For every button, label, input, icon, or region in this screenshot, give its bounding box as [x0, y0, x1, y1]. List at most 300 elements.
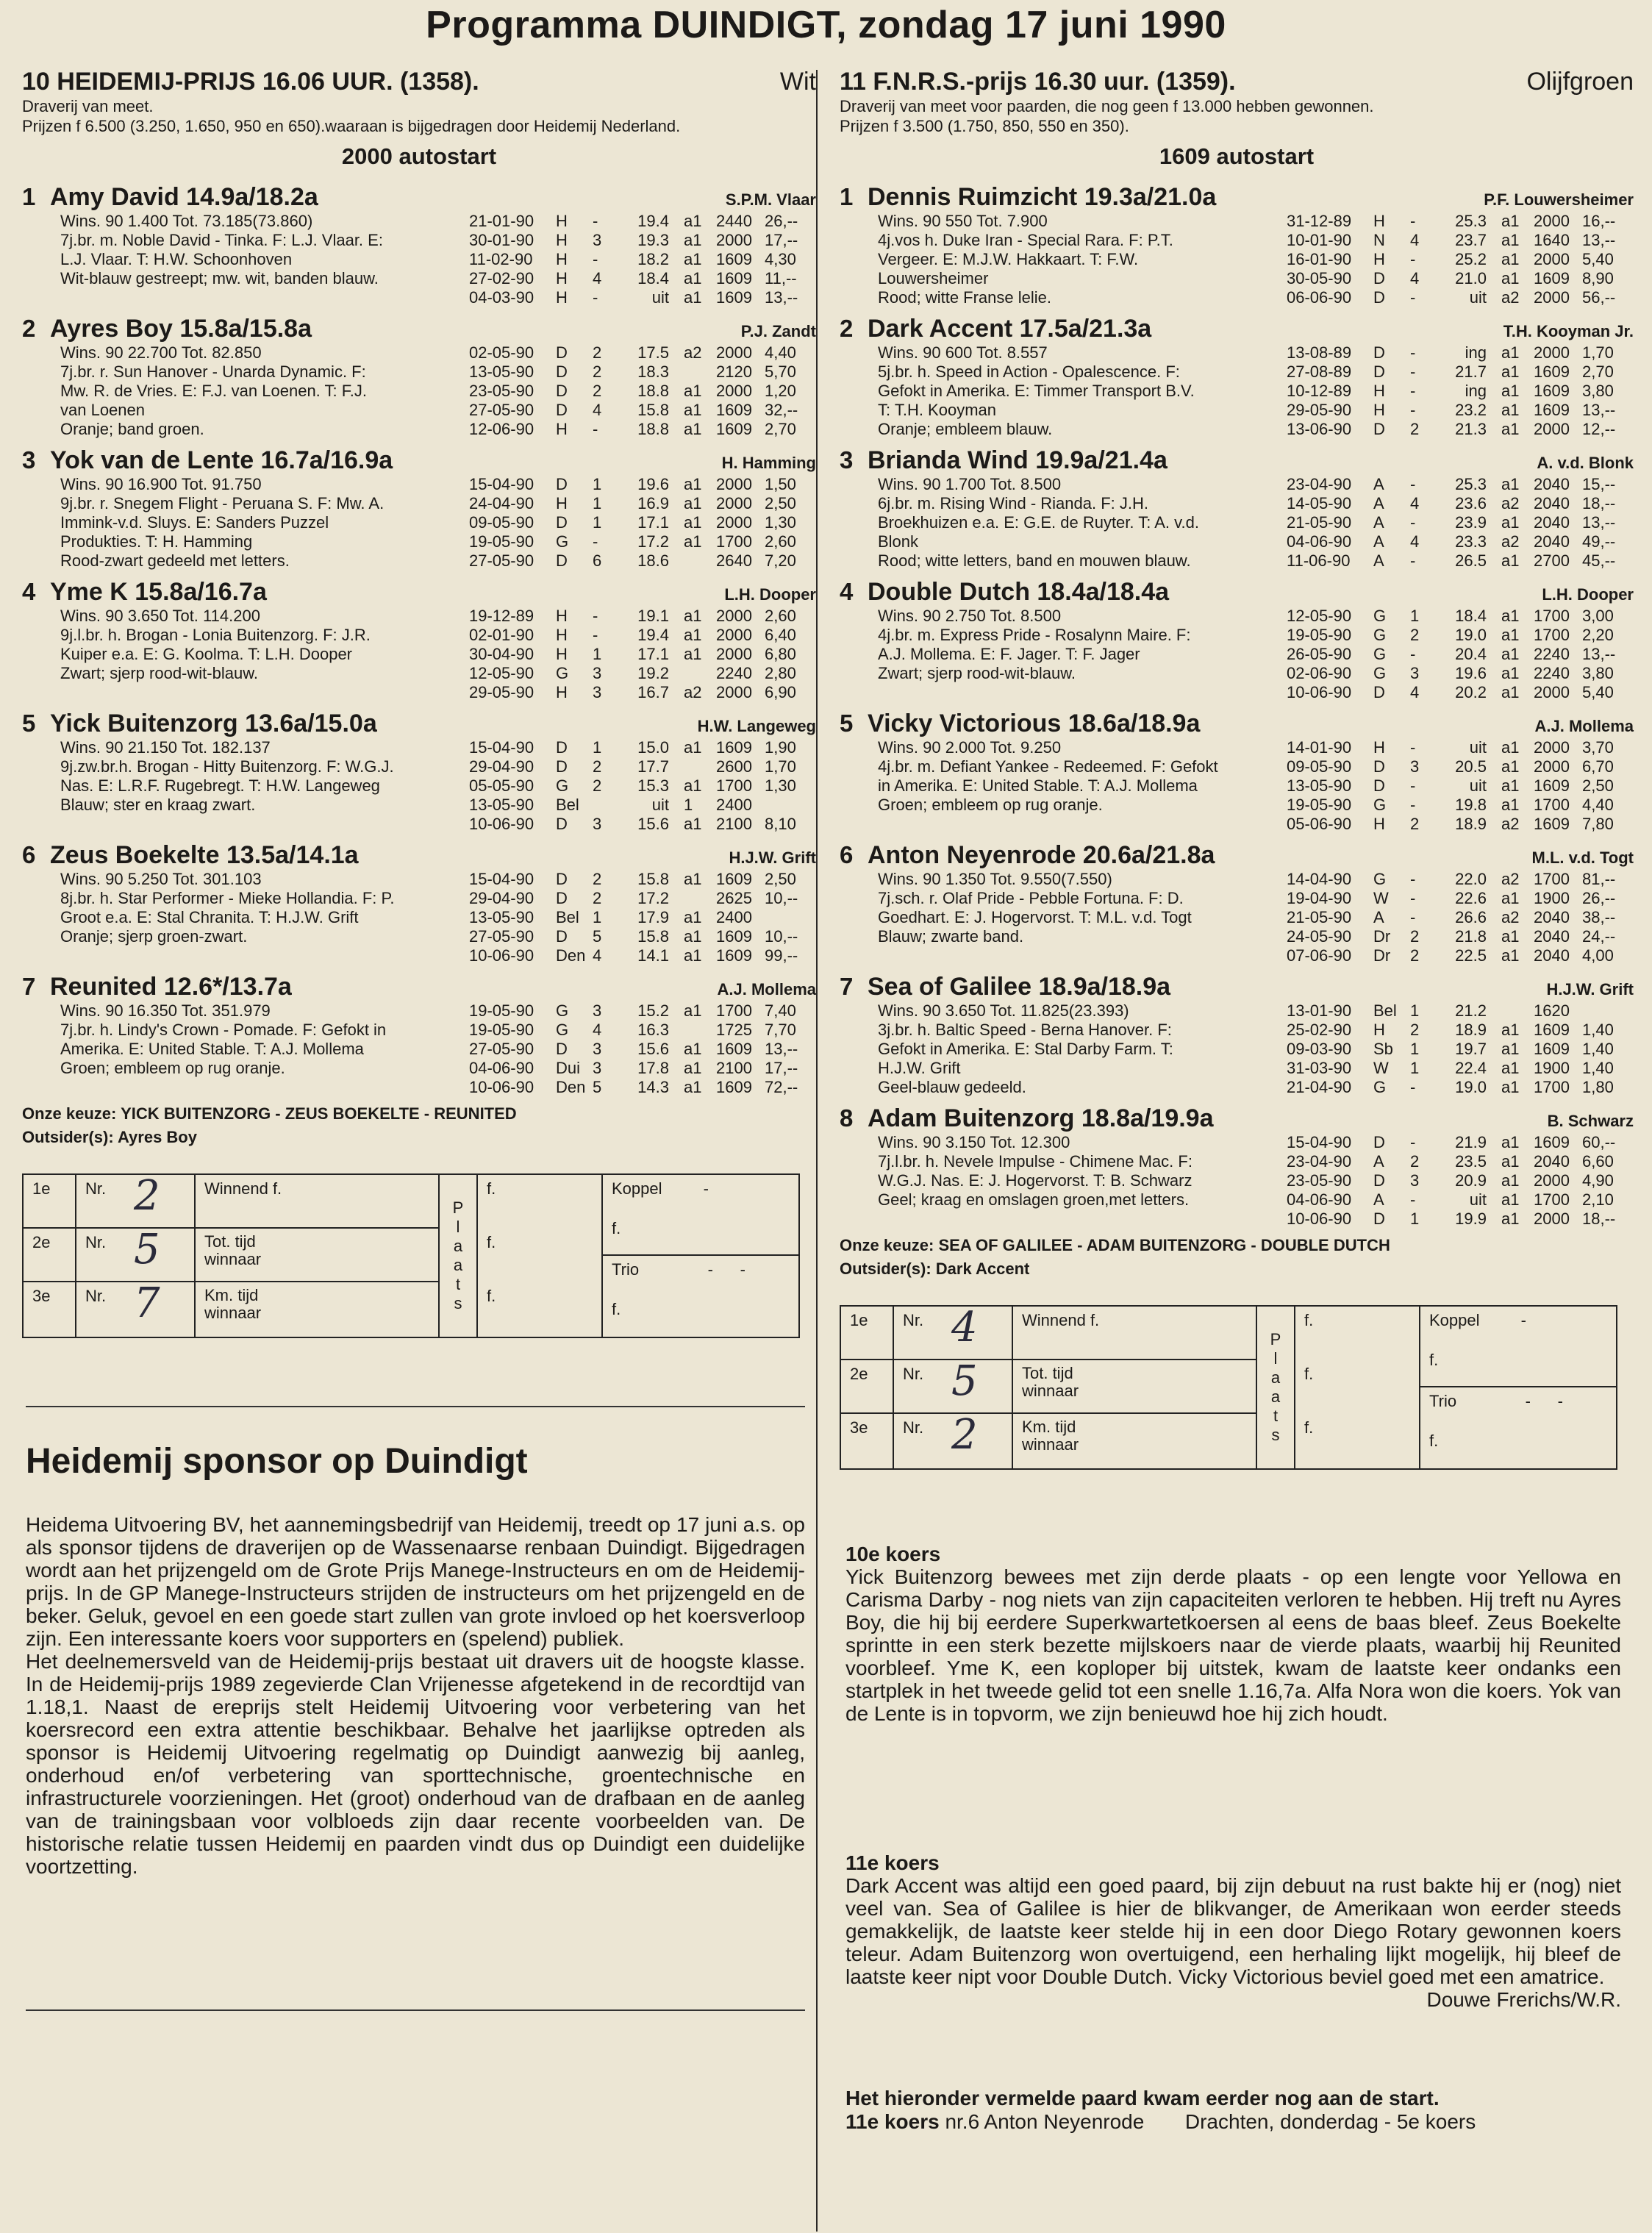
result-time: 18.8 — [637, 420, 669, 438]
footer-horse: nr.6 Anton Neyenrode — [945, 2110, 1145, 2133]
winnend-cell — [196, 1175, 438, 1229]
horse-results — [469, 475, 816, 571]
horse-body — [22, 475, 816, 571]
horse-info-line: Gefokt in Amerika. E: Timmer Transport B.V. — [878, 382, 1195, 400]
result-distance: 1620 — [1534, 1001, 1570, 1020]
horse-number: 3 — [840, 446, 854, 474]
result-track: A — [1373, 532, 1384, 551]
result-odds: 2,60 — [765, 607, 796, 625]
result-distance: 2040 — [1534, 513, 1570, 532]
place-label: 3e — [32, 1287, 51, 1305]
horse-info-line: A.J. Mollema. E: F. Jager. T: F. Jager — [878, 645, 1140, 663]
result-place: 4 — [593, 946, 602, 965]
horse-header — [22, 710, 816, 738]
result-track: D — [556, 382, 568, 400]
km-tijd-cell — [196, 1282, 438, 1336]
result-row — [469, 1078, 816, 1097]
result-place: 1 — [593, 494, 602, 512]
horse-trainer: B. Schwarz — [1547, 1112, 1634, 1130]
result-odds: 4,40 — [1582, 796, 1614, 814]
horse-number: 4 — [840, 578, 854, 605]
result-date: 25-02-90 — [1287, 1021, 1352, 1039]
horse-info-line: W.G.J. Nas. E: J. Hogervorst. T: B. Schwarz — [878, 1171, 1192, 1190]
result-distance: 2000 — [716, 382, 752, 400]
horse-trainer: A. v.d. Blonk — [1537, 454, 1634, 472]
result-row — [469, 420, 816, 439]
result-start: a1 — [684, 212, 702, 230]
result-date: 13-05-90 — [469, 362, 534, 381]
plaats-f: f. — [1304, 1418, 1314, 1437]
result-date: 29-04-90 — [469, 889, 534, 907]
result-row — [469, 889, 816, 908]
result-odds: 26,-- — [1582, 889, 1616, 907]
result-distance: 1700 — [1534, 607, 1570, 625]
result-time: 22.6 — [1455, 889, 1487, 907]
result-time: 19.6 — [637, 475, 669, 493]
result-time: 23.9 — [1455, 513, 1487, 532]
horse-header — [840, 973, 1634, 1001]
result-time: 19.7 — [1455, 1040, 1487, 1058]
horse-info — [22, 212, 469, 307]
horse-info-line: Mw. R. de Vries. E: F.J. van Loenen. T: F.J. — [60, 382, 367, 400]
result-odds: 2,70 — [1582, 362, 1614, 381]
result-date: 24-04-90 — [469, 494, 534, 512]
plaats-f: f. — [487, 1179, 496, 1198]
article-title: Heidemij sponsor op Duindigt — [26, 1442, 528, 1481]
result-distance: 1609 — [1534, 1040, 1570, 1058]
result-date: 05-06-90 — [1287, 815, 1352, 833]
result-place: - — [1410, 1133, 1416, 1151]
result-place: 1 — [593, 475, 602, 493]
result-row — [1287, 683, 1634, 702]
result-place: 2 — [1410, 946, 1420, 965]
result-start: a2 — [1501, 870, 1520, 888]
result-start: a1 — [684, 420, 702, 438]
result-distance: 2240 — [1534, 645, 1570, 663]
result-distance: 2625 — [716, 889, 752, 907]
race-distance: 2000 autostart — [341, 143, 497, 169]
result-track: Den — [556, 946, 586, 965]
result-time: 23.6 — [1455, 494, 1487, 512]
result-distance: 2000 — [1534, 757, 1570, 776]
result-date: 10-06-90 — [469, 1078, 534, 1096]
result-row — [469, 475, 816, 494]
result-distance: 2000 — [716, 645, 752, 663]
result-place: 2 — [1410, 626, 1420, 644]
horse-name: Reunited 12.6*/13.7a — [50, 973, 292, 1001]
result-row — [1287, 250, 1634, 269]
result-time: 19.4 — [637, 212, 669, 230]
result-track: H — [556, 288, 568, 307]
result-date: 04-03-90 — [469, 288, 534, 307]
result-odds: 3,00 — [1582, 607, 1614, 625]
result-start: a2 — [1501, 908, 1520, 926]
result-track: W — [1373, 1059, 1389, 1077]
result-odds: 16,-- — [1582, 212, 1616, 230]
result-start: a1 — [1501, 1133, 1520, 1151]
horse-info-line: 9j.l.br. h. Brogan - Lonia Buitenzorg. F: J.R. — [60, 626, 371, 644]
article-paragraph: Het deelnemersveld van de Heidemij-prijs bestaat uit dravers uit de hoogste klasse. In de Heidemij-prijs 1989 zegevierde Clan Vrijenesse afgetekend in de recordtijd van 1.18,1. Naast de ereprijs stelt Heidemij Uitvoering voor verbetering van het koersrecord een extra attentie beschikbaar. Behalve het jaarlijkse optreden als sponsor is Heidemij Uitvoering regelmatig op Duindigt aanwezig bij aanleg, onderhoud en/of verbetering van sporttechnische, groentechnische en infrastructurele voorzieningen. Het (groot) onderhoud van de drafbaan en de aanleg van de trainingsbaan voor volbloeds zijn daar recente voorbeelden van. De historische relatie tussen Heidemij en paarden vindt dus op Duindigt een duidelijke voortzetting. — [26, 1650, 805, 1878]
horse-info-line: Blonk — [878, 532, 919, 551]
horse-trainer: L.H. Dooper — [1542, 585, 1634, 604]
plaats-letter: a — [1270, 1387, 1281, 1406]
result-row — [1287, 815, 1634, 834]
horse-info — [840, 212, 1287, 307]
result-place: 2 — [593, 757, 602, 776]
result-date: 05-05-90 — [469, 776, 534, 795]
plaats-f: f. — [487, 1233, 496, 1251]
result-time: 17.2 — [637, 889, 669, 907]
result-place: 4 — [1410, 494, 1420, 512]
plaats-letter: a — [1270, 1368, 1281, 1387]
result-time: uit — [651, 796, 669, 814]
horse-entry — [22, 315, 816, 439]
horse-info-line: Wins. 90 550 Tot. 7.900 — [878, 212, 1048, 230]
result-track: D — [556, 870, 568, 888]
horse-header — [22, 841, 816, 870]
result-odds: 8,10 — [765, 815, 796, 833]
result-place: - — [1410, 738, 1416, 757]
result-odds: 6,40 — [765, 626, 796, 644]
result-row — [469, 551, 816, 571]
horse-entry — [840, 1104, 1634, 1229]
result-row — [469, 607, 816, 626]
result-distance: 2120 — [716, 362, 752, 381]
result-distance: 2100 — [716, 1059, 752, 1077]
result-odds — [1582, 1001, 1634, 1021]
result-distance: 2040 — [1534, 532, 1570, 551]
result-time: 17.1 — [637, 513, 669, 532]
horse-header — [22, 446, 816, 475]
horse-info-line: Immink-v.d. Sluys. E: Sanders Puzzel — [60, 513, 329, 532]
result-place: - — [1410, 401, 1416, 419]
result-time: 21.9 — [1455, 1133, 1487, 1151]
result-time: 22.5 — [1455, 946, 1487, 965]
plaats-letter: l — [1273, 1349, 1278, 1368]
result-time: 17.7 — [637, 757, 669, 776]
result-row — [469, 815, 816, 834]
race-11-column — [840, 68, 1634, 1470]
result-date: 19-05-90 — [1287, 796, 1352, 814]
horse-info-line: Wins. 90 3.150 Tot. 12.300 — [878, 1133, 1070, 1151]
result-track: H — [556, 494, 568, 512]
plaats-f: f. — [1304, 1365, 1314, 1383]
result-start: a2 — [684, 683, 702, 701]
result-place: 3 — [593, 683, 602, 701]
trio-row — [612, 1260, 790, 1279]
result-track: H — [556, 231, 568, 249]
result-odds: 1,80 — [1582, 1078, 1614, 1096]
result-odds: 17,-- — [765, 1059, 798, 1077]
plaats-letter: l — [456, 1218, 460, 1236]
horse-info-line: Wins. 90 16.900 Tot. 91.750 — [60, 475, 262, 493]
result-track: D — [556, 738, 568, 757]
result-track: A — [1373, 475, 1384, 493]
race-description: Draverij van meet voor paarden, die nog geen f 13.000 hebben gewonnen. — [840, 97, 1374, 115]
result-date: 29-05-90 — [1287, 401, 1352, 419]
result-distance: 1609 — [1534, 382, 1570, 400]
result-odds: 60,-- — [1582, 1133, 1616, 1151]
result-date: 11-06-90 — [1287, 551, 1351, 570]
result-track: H — [1373, 212, 1385, 230]
horse-trainer: S.P.M. Vlaar — [725, 190, 816, 209]
horse-name: Zeus Boekelte 13.5a/14.1a — [50, 841, 359, 869]
result-row — [469, 796, 816, 815]
result-place: - — [1410, 776, 1416, 795]
result-place: 2 — [1410, 1152, 1420, 1171]
result-distance: 2000 — [1534, 683, 1570, 701]
horse-entry — [22, 841, 816, 965]
result-odds: 13,-- — [765, 1040, 798, 1058]
koppel-dash: - — [703, 1179, 709, 1198]
label-column — [1013, 1307, 1257, 1468]
plaats-column — [1257, 1307, 1295, 1468]
result-odds: 13,-- — [765, 288, 798, 307]
result-box — [22, 1173, 800, 1338]
horse-info-line: Wins. 90 3.650 Tot. 114.200 — [60, 607, 260, 625]
result-place: - — [593, 420, 598, 438]
horse-info-line: Groen; embleem op rug oranje. — [878, 796, 1103, 814]
result-place: - — [1410, 288, 1416, 307]
result-distance: 2000 — [716, 475, 752, 493]
result-date: 21-01-90 — [469, 212, 534, 230]
outsider: Outsider(s): Dark Accent — [840, 1260, 1030, 1278]
result-time: 21.0 — [1455, 269, 1487, 287]
result-row — [1287, 1210, 1634, 1229]
result-odds: 12,-- — [1582, 420, 1616, 438]
result-start: a1 — [1501, 269, 1520, 287]
horse-info-line: 7j.br. m. Noble David - Tinka. F: L.J. Vlaar. E: — [60, 231, 383, 249]
result-start: a1 — [1501, 626, 1520, 644]
result-distance: 2000 — [716, 231, 752, 249]
result-place: 3 — [593, 664, 602, 682]
result-track: D — [1373, 1133, 1385, 1151]
result-start: a1 — [1501, 683, 1520, 701]
result-date: 02-01-90 — [469, 626, 534, 644]
result-place: 1 — [593, 645, 602, 663]
horse-info-line: Rood; witte letters, band en mouwen blauw. — [878, 551, 1191, 570]
horse-info-line: 9j.br. r. Snegem Flight - Peruana S. F: Mw. A. — [60, 494, 385, 512]
result-distance: 1609 — [1534, 815, 1570, 833]
result-time: 17.8 — [637, 1059, 669, 1077]
horse-info-line: Nas. E: L.R.F. Rugebregt. T: H.W. Langeweg — [60, 776, 380, 795]
result-odds: 10,-- — [765, 927, 798, 946]
result-distance: 2000 — [1534, 1171, 1570, 1190]
koppel-cell — [1420, 1307, 1616, 1387]
horse-body — [22, 870, 816, 965]
result-track: G — [556, 776, 569, 795]
result-start: a1 — [1501, 551, 1520, 570]
result-start: a1 — [684, 645, 702, 663]
result-row — [469, 645, 816, 664]
result-start: a1 — [684, 776, 702, 795]
horse-info-line: 4j.vos h. Duke Iran - Special Rara. F: P.T. — [878, 231, 1173, 249]
result-date: 13-05-90 — [469, 908, 534, 926]
result-start: 1 — [684, 796, 693, 814]
result-distance: 1609 — [716, 1040, 752, 1058]
place-label: 1e — [841, 1307, 893, 1360]
result-odds: 4,00 — [1582, 946, 1614, 965]
result-date: 06-06-90 — [1287, 288, 1352, 307]
result-row — [1287, 889, 1634, 908]
horse-entry — [840, 841, 1634, 965]
result-odds: 3,70 — [1582, 738, 1614, 757]
trio-cell — [603, 1256, 798, 1337]
result-start: a1 — [684, 607, 702, 625]
result-place: 1 — [1410, 1059, 1420, 1077]
result-distance: 2000 — [1534, 250, 1570, 268]
result-distance: 2000 — [716, 494, 752, 512]
horse-trainer: A.J. Mollema — [1534, 717, 1634, 735]
result-track: N — [1373, 231, 1385, 249]
result-date: 24-05-90 — [1287, 927, 1352, 946]
result-track: D — [556, 343, 568, 362]
result-row — [1287, 757, 1634, 776]
result-odds: 81,-- — [1582, 870, 1616, 888]
result-distance: 1609 — [716, 250, 752, 268]
km-tijd-label: Km. tijd — [1022, 1418, 1076, 1436]
race-description: Prijzen f 6.500 (3.250, 1.650, 950 en 650).waaraan is bijgedragen door Heidemij Nederland. — [22, 117, 681, 135]
result-track: G — [1373, 645, 1387, 663]
horse-body — [840, 343, 1634, 439]
result-place: 4 — [1410, 532, 1420, 551]
number-cell — [76, 1279, 194, 1336]
result-track: H — [556, 420, 568, 438]
horse-header — [840, 1104, 1634, 1133]
horse-info-line: in Amerika. E: United Stable. T: A.J. Mollema — [878, 776, 1198, 795]
place-label: 3e — [850, 1418, 868, 1437]
result-track: G — [556, 532, 569, 551]
plaats-letter: s — [454, 1294, 462, 1312]
result-row — [469, 532, 816, 551]
horse-name: Yok van de Lente 16.7a/16.9a — [50, 446, 393, 474]
horse-info — [22, 607, 469, 702]
result-time: 21.3 — [1455, 420, 1487, 438]
plaats-letter: s — [1271, 1426, 1280, 1444]
result-row — [469, 250, 816, 269]
result-track: H — [556, 607, 568, 625]
horse-header — [840, 183, 1634, 212]
result-start — [684, 362, 716, 382]
koppel-dash: - — [1520, 1311, 1526, 1329]
result-odds: 45,-- — [1582, 551, 1616, 570]
result-odds: 7,40 — [765, 1001, 796, 1020]
result-distance: 1700 — [1534, 1078, 1570, 1096]
result-time: 23.3 — [1455, 532, 1487, 551]
result-date: 30-05-90 — [1287, 269, 1352, 287]
horse-results — [1287, 343, 1634, 439]
trio-f: f. — [612, 1300, 621, 1318]
article-body — [26, 1513, 805, 1878]
result-row — [1287, 1078, 1634, 1097]
result-start: a1 — [684, 815, 702, 833]
result-time: 19.0 — [1455, 1078, 1487, 1096]
result-row — [469, 401, 816, 420]
result-date: 14-01-90 — [1287, 738, 1352, 757]
result-place: - — [1410, 1078, 1416, 1096]
result-date: 16-01-90 — [1287, 250, 1352, 268]
page-title: Programma DUINDIGT, zondag 17 juni 1990 — [426, 4, 1226, 46]
result-odds: 18,-- — [1582, 1210, 1616, 1228]
result-track: D — [556, 551, 568, 570]
result-row — [1287, 513, 1634, 532]
place-label: 2e — [841, 1360, 893, 1414]
race-title: 11 F.N.R.S.-prijs 16.30 uur. (1359). — [840, 68, 1236, 96]
result-row — [1287, 1133, 1634, 1152]
result-row — [1287, 1001, 1634, 1021]
result-start: a2 — [1501, 532, 1520, 551]
result-distance: 1609 — [1534, 1133, 1570, 1151]
result-date: 21-05-90 — [1287, 908, 1352, 926]
result-place: 2 — [593, 889, 602, 907]
section-separator-bottom — [26, 2009, 805, 2011]
tot-tijd-cell — [196, 1229, 438, 1282]
trio-label: Trio — [1429, 1392, 1457, 1410]
nr-label: Nr. — [903, 1311, 924, 1329]
nr-label: Nr. — [903, 1418, 924, 1437]
result-start: a1 — [1501, 362, 1520, 381]
result-distance: 2000 — [1534, 420, 1570, 438]
result-row — [469, 738, 816, 757]
result-start: a1 — [1501, 1210, 1520, 1228]
result-place: 2 — [1410, 927, 1420, 946]
result-track: A — [1373, 908, 1384, 926]
plaats-letter: t — [455, 1275, 461, 1293]
horse-body — [840, 1133, 1634, 1229]
result-place: - — [1410, 551, 1416, 570]
result-track: D — [1373, 1210, 1385, 1228]
horse-header — [22, 315, 816, 343]
result-track: D — [1373, 288, 1385, 307]
horse-entry — [840, 710, 1634, 834]
race-color: Wit — [779, 68, 816, 96]
result-place: 2 — [593, 870, 602, 888]
result-date: 13-01-90 — [1287, 1001, 1352, 1020]
horse-info-line: Geel; kraag en omslagen groen,met letters. — [878, 1190, 1190, 1209]
horse-info-line: Zwart; sjerp rood-wit-blauw. — [878, 664, 1076, 682]
horse-body — [22, 212, 816, 307]
result-time: 19.4 — [637, 626, 669, 644]
winnend-cell — [1013, 1307, 1256, 1360]
result-distance: 2000 — [1534, 738, 1570, 757]
result-odds: 2,80 — [765, 664, 796, 682]
result-odds: 6,80 — [765, 645, 796, 663]
winnend-label: Winnend f. — [204, 1179, 282, 1198]
result-track: D — [556, 401, 568, 419]
result-start: a1 — [1501, 1059, 1520, 1077]
result-distance: 1609 — [716, 420, 752, 438]
result-distance: 2000 — [716, 626, 752, 644]
result-row — [469, 757, 816, 776]
result-date: 09-03-90 — [1287, 1040, 1352, 1058]
winnaar-label: winnaar — [1022, 1435, 1079, 1454]
result-row — [469, 908, 816, 927]
horse-trainer: M.L. v.d. Togt — [1531, 848, 1634, 867]
result-odds: 5,40 — [1582, 250, 1614, 268]
result-time: uit — [651, 288, 669, 307]
horse-name: Yick Buitenzorg 13.6a/15.0a — [50, 710, 377, 737]
result-date: 09-05-90 — [469, 513, 534, 532]
result-odds: 2,10 — [1582, 1190, 1614, 1209]
result-track: D — [1373, 362, 1385, 381]
horse-header — [840, 841, 1634, 870]
horse-entry — [840, 315, 1634, 439]
horse-info-line: Wins. 90 1.400 Tot. 73.185(73.860) — [60, 212, 313, 230]
result-track: H — [1373, 382, 1385, 400]
result-row — [469, 776, 816, 796]
result-time: 17.2 — [637, 532, 669, 551]
result-date: 10-06-90 — [1287, 683, 1352, 701]
